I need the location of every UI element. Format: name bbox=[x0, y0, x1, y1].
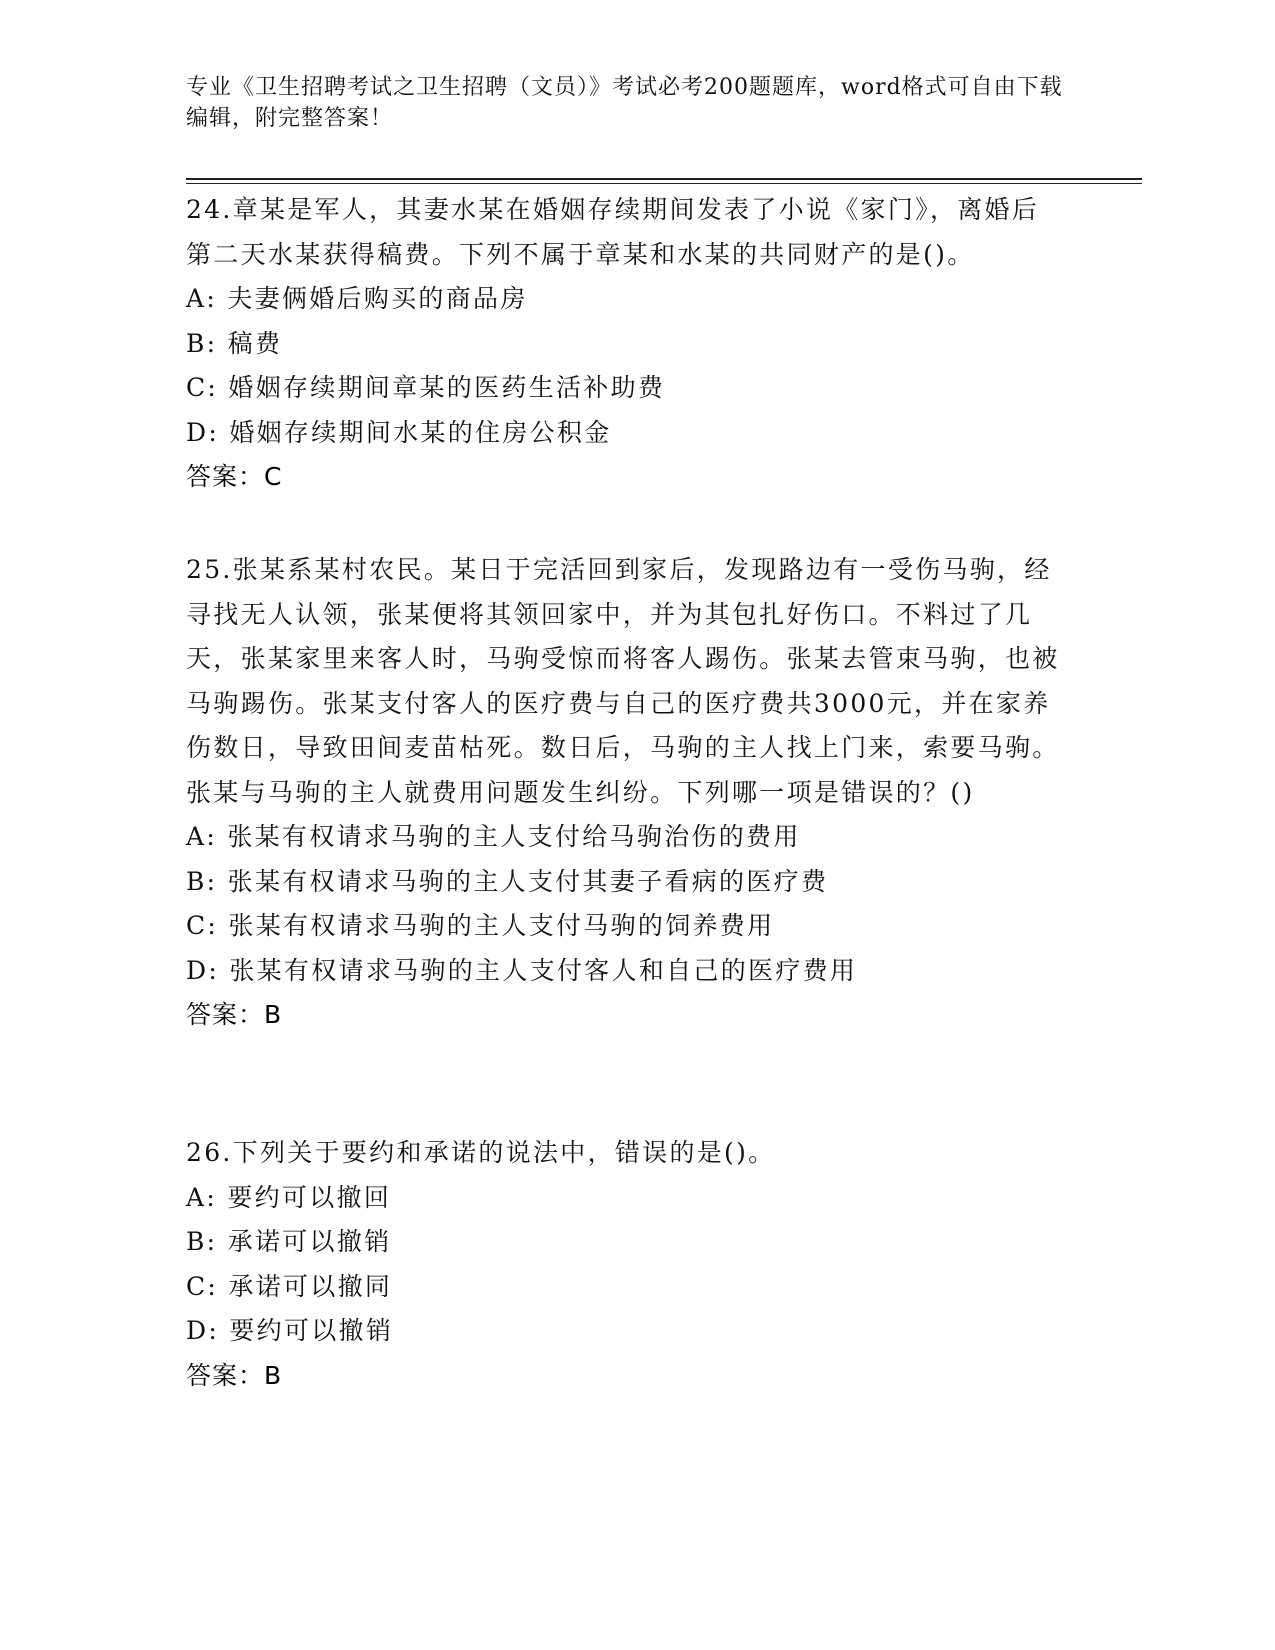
option-b: B: 稿费 bbox=[186, 328, 283, 358]
option-a: A: 张某有权请求马驹的主人支付给马驹治伤的费用 bbox=[186, 822, 801, 851]
option-d: D: 张某有权请求马驹的主人支付客人和自己的医疗费用 bbox=[186, 955, 858, 985]
option-c: C: 张某有权请求马驹的主人支付马驹的饲养费用 bbox=[186, 911, 775, 940]
header-divider-thick bbox=[186, 178, 1142, 180]
option-b: B: 张某有权请求马驹的主人支付其妻子看病的医疗费 bbox=[186, 866, 829, 896]
option-a: A: 夫妻俩婚后购买的商品房 bbox=[186, 284, 528, 313]
question-stem: 26.下列关于要约和承诺的说法中，错误的是()。 bbox=[186, 1138, 776, 1167]
option-c: C: 承诺可以撤同 bbox=[186, 1271, 393, 1301]
answer-line: 答案：B bbox=[186, 1360, 283, 1390]
document-intro: 专业《卫生招聘考试之卫生招聘（文员）》考试必考200题题库，word格式可自由下载编辑，附完整答案！ bbox=[186, 75, 1063, 131]
option-d: D: 婚姻存续期间水某的住房公积金 bbox=[186, 417, 612, 447]
option-a: A: 要约可以撤回 bbox=[186, 1182, 392, 1212]
question-25 bbox=[186, 548, 1066, 1038]
option-c: C: 婚姻存续期间章某的医药生活补助费 bbox=[186, 373, 666, 402]
header-divider-thin bbox=[186, 183, 1142, 184]
question-24 bbox=[186, 188, 1066, 500]
question-26 bbox=[186, 1131, 1066, 1398]
option-d: D: 要约可以撤销 bbox=[186, 1316, 394, 1345]
option-b: B: 承诺可以撤销 bbox=[186, 1227, 392, 1256]
question-stem: 24.章某是军人，其妻水某在婚姻存续期间发表了小说《家门》，离婚后第二天水某获得稿费。下列不属于章某和水某的共同财产的是()。 bbox=[186, 195, 1040, 269]
answer-line: 答案：C bbox=[186, 462, 283, 491]
answer-line: 答案：B bbox=[186, 1000, 283, 1029]
question-stem: 25.张某系某村农民。某日于完活回到家后，发现路边有一受伤马驹，经寻找无人认领，张某便将其领回家中，并为其包扎好伤口。不料过了几天，张某家里来客人时，马驹受惊而将客人踢伤。张某去管束马驹，也被马驹踢伤。张某支付客人的医疗费与自己的医疗费共3000元，并在家养伤数日，导致田间麦苗枯死。数日后，马驹的主人找上门来，索要马驹。张某与马驹的主人就费用问题发生纠纷。下列哪一项是错误的？() bbox=[186, 555, 1060, 807]
